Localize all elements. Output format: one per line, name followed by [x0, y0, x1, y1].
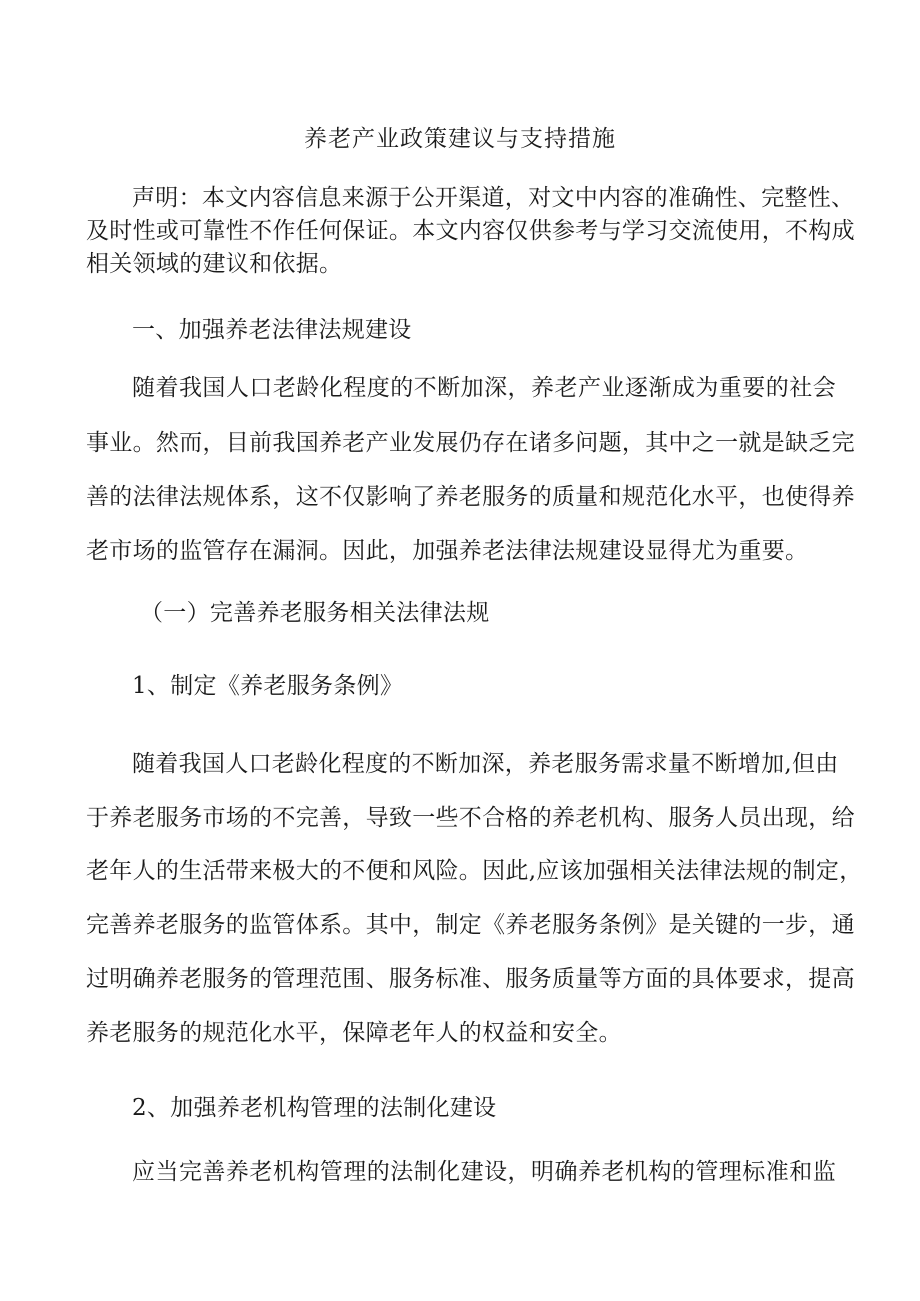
section1-para-line-4: 老市场的监管存在漏洞。因此，加强养老法律法规建设显得尤为重要。: [86, 538, 809, 564]
disclaimer-line-3: 相关领域的建议和依据。: [86, 251, 343, 277]
item1-para-line-1: 随着我国人口老龄化程度的不断加深，养老服务需求量不断增加,但由: [132, 751, 839, 777]
section-heading-1: 一、加强养老法律法规建设: [132, 317, 412, 343]
item1-para-line-6: 养老服务的规范化水平，保障老年人的权益和安全。: [86, 1020, 622, 1046]
subsection-heading-1: （一）完善养老服务相关法律法规: [140, 600, 490, 626]
item1-para-line-5: 过明确养老服务的管理范围、服务标准、服务质量等方面的具体要求，提高: [86, 966, 855, 992]
item2-para-line-1: 应当完善养老机构管理的法制化建设，明确养老机构的管理标准和监: [132, 1159, 836, 1185]
item1-para-line-4: 完善养老服务的监管体系。其中，制定《养老服务条例》是关键的一步，通: [86, 912, 855, 938]
item-heading-1: 1、制定《养老服务条例》: [132, 673, 404, 699]
item-heading-2: 2、加强养老机构管理的法制化建设: [132, 1095, 497, 1121]
section1-para-line-3: 善的法律法规体系，这不仅影响了养老服务的质量和规范化水平，也使得养: [86, 484, 855, 510]
item1-para-line-2: 于养老服务市场的不完善，导致一些不合格的养老机构、服务人员出现，给: [86, 805, 855, 831]
item1-para-line-3: 老年人的生活带来极大的不便和风险。因此,应该加强相关法律法规的制定，: [86, 858, 863, 884]
document-title: 养老产业政策建议与支持措施: [304, 126, 616, 152]
section1-para-line-2: 事业。然而，目前我国养老产业发展仍存在诸多问题，其中之一就是缺乏完: [86, 430, 855, 456]
disclaimer-line-2: 及时性或可靠性不作任何保证。本文内容仅供参考与学习交流使用，不构成: [86, 218, 855, 244]
section1-para-line-1: 随着我国人口老龄化程度的不断加深，养老产业逐渐成为重要的社会: [132, 375, 836, 401]
disclaimer-line-1: 声明：本文内容信息来源于公开渠道，对文中内容的准确性、完整性、: [132, 185, 855, 211]
